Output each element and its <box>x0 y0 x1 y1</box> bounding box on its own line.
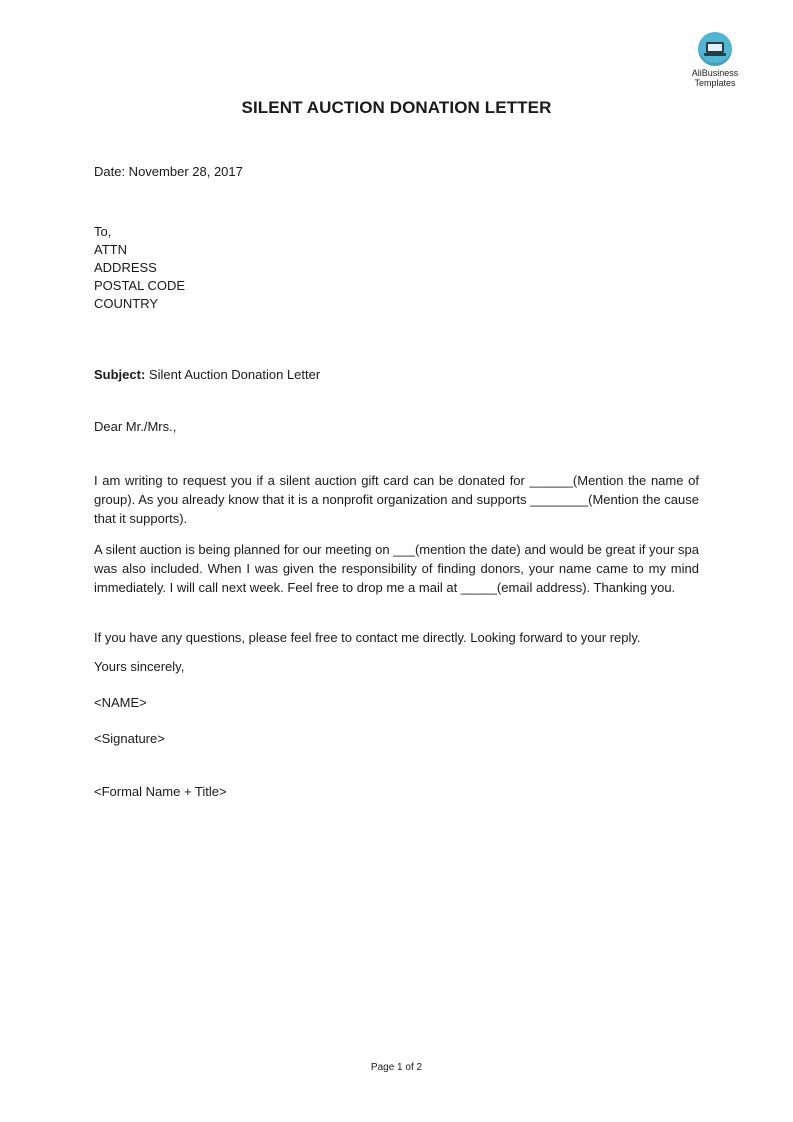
formal-name-placeholder: <Formal Name + Title> <box>94 784 227 799</box>
signature-placeholder: <Signature> <box>94 731 165 746</box>
subject-text: Silent Auction Donation Letter <box>145 367 321 382</box>
date-line: Date: November 28, 2017 <box>94 164 243 179</box>
body-paragraph-3: If you have any questions, please feel free to contact me directly. Looking forward to your reply. <box>94 630 641 645</box>
alibusiness-logo <box>684 32 746 88</box>
laptop-icon <box>698 32 732 66</box>
subject-line <box>94 366 320 384</box>
logo-line-2: Templates <box>694 78 736 88</box>
body-paragraph-1: I am writing to request you if a silent auction gift card can be donated for ______(Mention the name of group). As you already know that it is a nonprofit organization and supports ________(Mention the cause that it supports). <box>94 473 699 526</box>
name-placeholder: <NAME> <box>94 695 147 710</box>
recipient-attn: ATTN <box>94 242 127 257</box>
body-paragraph-2: A silent auction is being planned for our meeting on ___(mention the date) and would be great if your spa was also included. When I was given the responsibility of finding donors, your name came to my mind immediately. I will call next week. Feel free to drop me a mail at _____(email address). Thanking you. <box>94 542 699 595</box>
page-number: Page 1 of 2 <box>370 1062 423 1073</box>
document-title: SILENT AUCTION DONATION LETTER <box>241 98 552 117</box>
recipient-postal-code: POSTAL CODE <box>94 278 186 293</box>
recipient-country: COUNTRY <box>94 296 159 311</box>
logo-text <box>684 68 746 88</box>
salutation: Dear Mr./Mrs., <box>94 419 177 434</box>
logo-line-1: AliBusiness <box>691 68 739 78</box>
closing: Yours sincerely, <box>94 659 185 674</box>
recipient-address: ADDRESS <box>94 260 157 275</box>
subject-label: Subject: <box>94 367 146 382</box>
recipient-to: To, <box>94 224 112 239</box>
